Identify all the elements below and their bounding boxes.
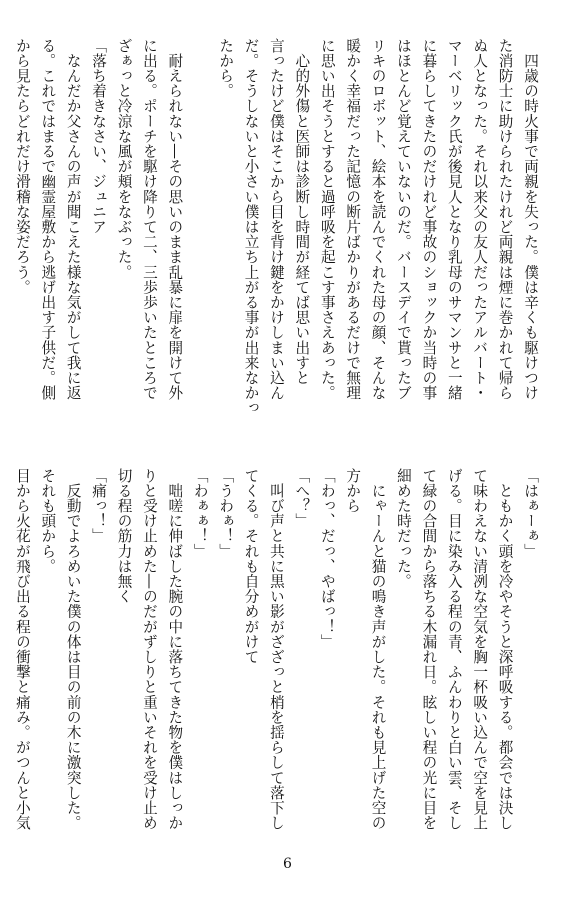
text-column: 「へ？」 <box>293 468 311 529</box>
text-column: 暖かく幸福だった記憶の断片ばかりがあるだけで無理 <box>344 38 362 401</box>
text-column: ともかく頭を冷やそうと深呼吸する。都会では決し <box>496 468 514 831</box>
text-column: から見たらどれだけ滑稽な姿だろう。 <box>13 38 31 295</box>
text-column: 方から <box>344 468 362 514</box>
text-column: にゃーんと猫の鳴き声がした。それも見上げた空の <box>369 468 387 831</box>
text-column: 「うわぁ！」 <box>217 468 235 559</box>
text-column: マーベリック氏が後見人となり乳母のサマンサと一緒 <box>445 38 463 401</box>
text-column: てくる。それも自分めがけて <box>242 468 260 665</box>
text-column: 目から火花が飛び出る程の衝撃と痛み。がつんと小気 <box>13 468 31 831</box>
text-column: 切る程の筋力は無く <box>115 468 133 604</box>
text-column: げる。目に染み入る程の青、ふんわりと白い雲、そし <box>445 468 463 831</box>
text-column: 「落ち着きなさい、ジュニア <box>90 38 108 235</box>
text-column <box>187 38 212 410</box>
text-column: 「わっ、だっ、やばっ！」 <box>318 468 336 650</box>
text-column: 心的外傷と医師は診断し時間が経てば思い出すと <box>293 38 311 386</box>
text-column: それも頭から。 <box>39 468 57 574</box>
text-column: 咄嗟に伸ばした腕の中に落ちてきた物を僕はしっか <box>166 468 184 831</box>
lower-text-block <box>13 468 543 840</box>
text-column: に思い出そうとすると過呼吸を起こす事さえあった。 <box>318 38 336 401</box>
text-column: 耐えられない―その思いのまま乱暴に扉を開けて外 <box>166 38 184 401</box>
text-column: リキのロボット、絵本を読んでくれた母の顔、そんな <box>369 38 387 401</box>
text-column: りと受け止めた―のだがずしりと重いそれを受け止め <box>140 468 158 831</box>
text-column: 「痛っ！」 <box>90 468 108 544</box>
text-column: 四歳の時火事で両親を失った。僕は辛くも駆けつけ <box>522 38 539 401</box>
text-column: に出る。ポーチを駆け降りて二、三歩歩いたところで <box>140 38 158 401</box>
page-number: 6 <box>283 856 292 872</box>
text-column: て味わえない清冽な空気を胸一杯吸い込んで空を見上 <box>471 468 489 831</box>
text-column: ざぁっと冷涼な風が頬をなぶった。 <box>115 38 133 280</box>
text-column: 「はぁーぁ」 <box>522 468 539 559</box>
text-column: て緑の合間から落ちる木漏れ日。眩しい程の光に目を <box>420 468 438 831</box>
text-column: 言ったけど僕はそこから目を背け鍵をかけしまい込ん <box>267 38 285 401</box>
text-column: 叫び声と共に黒い影がざざっと梢を揺らして落下し <box>267 468 285 831</box>
text-column: 「わぁぁ！」 <box>191 468 209 559</box>
text-column: だ。そうしないと小さい僕は立ち上がる事が出来なかっ <box>242 38 260 416</box>
text-column: なんだか父さんの声が聞こえた様な気がして我に返 <box>64 38 82 401</box>
text-column: たから。 <box>217 38 235 99</box>
text-column: た消防士に助けられたけれど両親は煙に巻かれて帰ら <box>496 38 514 401</box>
text-column: 細めた時だった。 <box>394 468 412 589</box>
text-column: る。これではまるで幽霊屋敷から逃げ出す子供だ。側 <box>39 38 57 401</box>
text-column: 反動でよろめいた僕の体は目の前の木に激突した。 <box>64 468 82 831</box>
text-column: に暮らしてきたのだけれど事故のショックか当時の事 <box>420 38 438 401</box>
text-column: はほとんど覚えていないのだ。バースデイで貰ったブ <box>394 38 412 401</box>
upper-text-block <box>13 38 543 416</box>
text-column: ぬ人となった。それ以来父の友人だったアルバート・ <box>471 38 489 401</box>
